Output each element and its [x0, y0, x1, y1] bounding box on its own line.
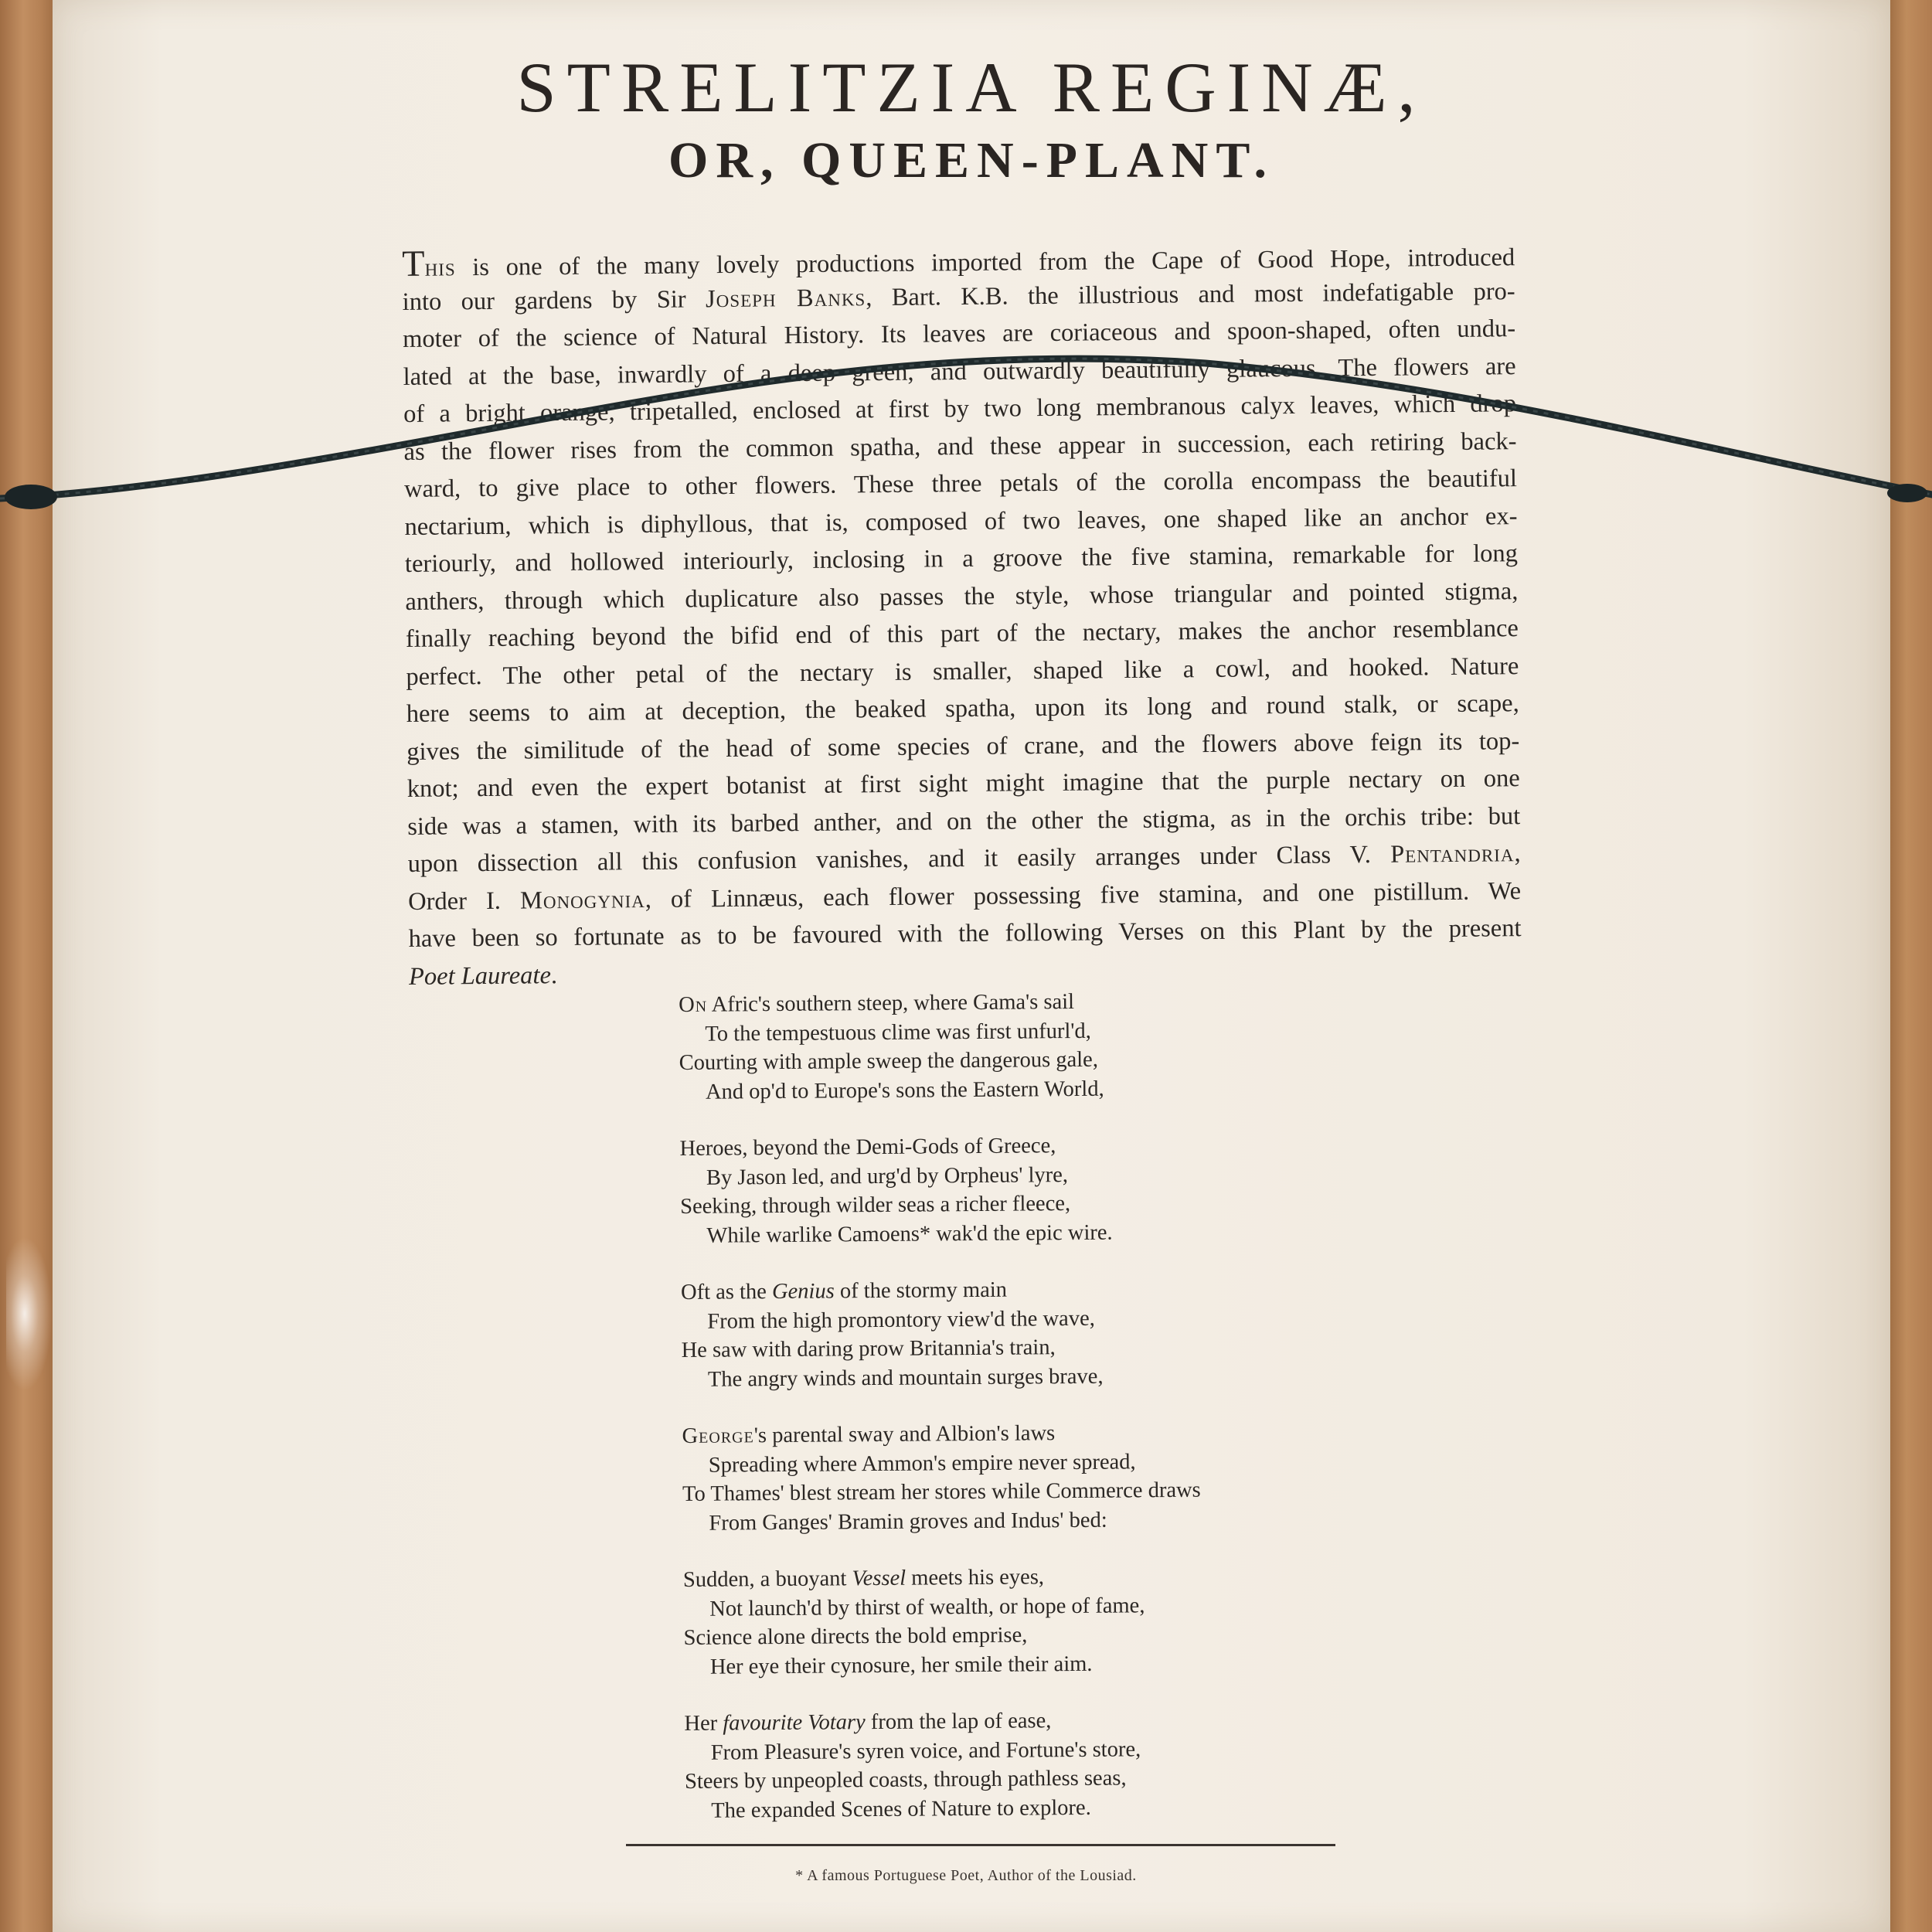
frame-board-right [1886, 0, 1932, 1932]
text-run: Heroes, beyond the Demi-Gods of Greece, [679, 1134, 1056, 1161]
text-run: Afric's southern steep, where Gama's sail [707, 989, 1075, 1017]
text-run: of the stormy main [834, 1277, 1008, 1304]
text-run: 's parental sway and Albion's laws [753, 1421, 1056, 1448]
small-caps-text: his [424, 253, 456, 282]
text-run: is one of the many lovely productions imported from the Cape of Good Hope, introduced [455, 243, 1515, 282]
text-run: here seems to aim at deception, the beaked spatha, upon its long and round stalk, or scape, [406, 689, 1519, 728]
italic-text: Poet Laureate [408, 961, 552, 991]
poem-stanza [679, 1129, 1376, 1250]
text-run: as the flower rises from the common spatha, and these appear in succession, each retiring back- [403, 427, 1517, 466]
text-run: ward, to give place to other flowers. These three petals of the corolla encompass the beautiful [403, 464, 1518, 503]
text-run: knot; and even the expert botanist at first sight might imagine that the purple nectary on one [406, 764, 1520, 803]
text-run: perfect. The other petal of the nectary is smaller, shaped like a cowl, and hooked. Nature [406, 651, 1519, 691]
text-run: Spreading where Ammon's empire never spread, [708, 1449, 1136, 1478]
text-run: meets his eyes, [905, 1565, 1045, 1590]
italic-text: Genius [771, 1279, 835, 1304]
footnote: * A famous Portuguese Poet, Author of the Lousiad. [795, 1867, 1137, 1884]
poem-line [679, 1072, 1375, 1107]
text-run: To the tempestuous clime was first unfurl'd, [705, 1019, 1091, 1046]
text-run: upon dissection all this confusion vanishes, and it easily arranges under Class V. [407, 840, 1391, 878]
frame-board-left [0, 0, 58, 1932]
poem-line [682, 1359, 1377, 1394]
text-run: , of Linnæus, each flower possessing five stamina, and one pistillum. We [645, 876, 1522, 913]
text-run: side was a stamen, with its barbed anther, and on the other the stigma, as in the orchis tribe: but [407, 801, 1521, 841]
text-run: Order I. [407, 886, 521, 916]
text-run: Courting with ample sweep the dangerous gale, [679, 1047, 1098, 1075]
text-run: nectarium, which is diphyllous, that is, composed of two leaves, one shaped like an anchor ex- [404, 502, 1518, 541]
text-run: anthers, through which duplicature also passes the style, whose triangular and pointed stigma, [405, 577, 1519, 616]
poem-stanza [684, 1704, 1380, 1825]
text-run: . [550, 961, 558, 989]
poem-line [680, 1216, 1376, 1250]
text-run: The angry winds and mountain surges brave, [707, 1364, 1104, 1392]
small-caps-text: Pentandria [1389, 839, 1515, 869]
text-run: From Ganges' Bramin groves and Indus' bed: [709, 1508, 1107, 1536]
small-caps-text: Monogynia [519, 885, 645, 915]
poem-line [682, 1503, 1378, 1538]
text-run: teriourly, and hollowed interiourly, inclosing in a groove the five stamina, remarkable for long [404, 539, 1519, 578]
text-run: , Bart. K.B. the illustrious and most indefatigable pro- [866, 277, 1515, 311]
poem [679, 985, 1381, 1853]
poem-line [684, 1647, 1379, 1682]
text-run: While warlike Camoens* wak'd the epic wire. [706, 1220, 1113, 1248]
poem-line [685, 1791, 1380, 1825]
page-title: STRELITZIA REGINÆ, [516, 48, 1427, 127]
glass-glare [6, 1236, 53, 1391]
text-run: into our gardens by Sir [402, 284, 706, 316]
text-run: have been so fortunate as to be favoured with the following Verses on this Plant by the present [408, 914, 1522, 953]
text-run: Not launch'd by thirst of wealth, or hope of fame, [709, 1593, 1145, 1621]
text-run: From the high promontory view'd the wave, [707, 1306, 1095, 1334]
text-run: From Pleasure's syren voice, and Fortune's store, [710, 1736, 1141, 1765]
text-run: By Jason led, and urg'd by Orpheus' lyre, [706, 1162, 1069, 1190]
italic-text: Vessel [852, 1566, 906, 1591]
poem-stanza [682, 1417, 1378, 1538]
text-run: finally reaching beyond the bifid end of this part of the nectary, makes the anchor resemblance [405, 614, 1519, 653]
poem-stanza [683, 1560, 1379, 1682]
text-run: Oft as the [680, 1280, 773, 1304]
poem-stanza [679, 985, 1375, 1107]
footnote-rule [626, 1844, 1335, 1846]
text-run: The expanded Scenes of Nature to explore. [711, 1795, 1091, 1823]
small-caps-text: George [682, 1423, 754, 1448]
page-subtitle: OR, QUEEN-PLANT. [668, 132, 1274, 189]
text-run: gives the similitude of the head of some species of crane, and the flowers above feign its top- [406, 726, 1520, 766]
text-run: He saw with daring prow Britannia's train, [681, 1335, 1056, 1362]
description-paragraph [402, 235, 1522, 995]
text-run: Steers by unpeopled coasts, through pathless seas, [684, 1766, 1127, 1794]
italic-text: favourite Votary [723, 1710, 866, 1736]
small-caps-text: Joseph Banks [705, 283, 866, 313]
text-run: Seeking, through wilder seas a richer fleece, [680, 1192, 1071, 1219]
text-run: moter of the science of Natural History. Its leaves are coriaceous and spoon-shaped, often undu- [402, 315, 1516, 353]
text-run: lated at the base, inwardly of a deep green, and outwardly beautifully glaucous. The flowers are [403, 352, 1516, 391]
text-run: Her eye their cynosure, her smile their aim. [709, 1651, 1093, 1679]
poem-stanza [681, 1273, 1377, 1394]
small-caps-text: On [679, 992, 708, 1017]
text-run: Her [684, 1711, 723, 1736]
text-run: , [1514, 839, 1521, 868]
text-run: from the lap of ease, [865, 1709, 1052, 1735]
text-run: Science alone directs the bold emprise, [683, 1623, 1028, 1650]
text-run: And op'd to Europe's sons the Eastern World, [705, 1077, 1104, 1104]
text-run: To Thames' blest stream her stores while Commerce draws [682, 1478, 1201, 1506]
text-run: Sudden, a buoyant [682, 1566, 852, 1592]
drop-cap: T [401, 243, 425, 284]
text-run: of a bright orange, tripetalled, enclosed at first by two long membranous calyx leaves, which drop [403, 389, 1517, 428]
